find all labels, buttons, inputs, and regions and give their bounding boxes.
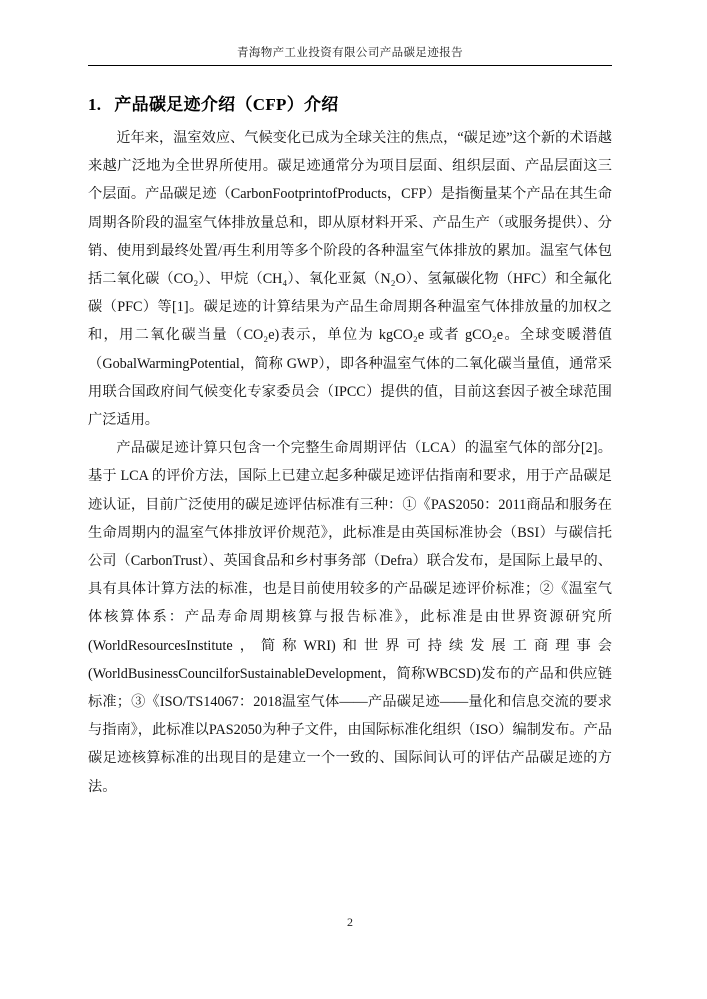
header-divider [88,65,612,66]
section-title: 产品碳足迹介绍（CFP）介绍 [114,95,339,114]
page-content [88,0,612,999]
section-body [88,124,612,801]
page-number: 2 [347,915,353,929]
paragraph-2: 产品碳足迹计算只包含一个完整生命周期评估（LCA）的温室气体的部分[2]。基于 LCA 的评价方法，国际上已建立起多种碳足迹评估指南和要求，用于产品碳足迹认证，目前广泛使用的碳足迹评估标准有三种：①《PAS2050：2011商品和服务在生命周期内的温室气体排放评价规范》，此标准是由英国标准协会（BSI）与碳信托公司（CarbonTrust）、英国食品和乡村事务部（Defra）联合发布，是国际上最早的、具有具体计算方法的标准，也是目前使用较多的产品碳足迹评价标准；②《温室气体核算体系：产品寿命周期核算与报告标准》，此标准是由世界资源研究所(WorldResourcesInstitute，简称WRI)和世界可持续发展工商理事会(WorldBusinessCouncilforSustainableDevelopment，简称WBCSD)发布的产品和供应链标准；③《ISO/TS14067：2018温室气体——产品碳足迹——量化和信息交流的要求与指南》，此标准以PAS2050为种子文件，由国际标准化组织（ISO）编制发布。产品碳足迹核算标准的出现目的是建立一个一致的、国际间认可的评估产品碳足迹的方法。 [88,440,612,795]
page-header: 青海物产工业投资有限公司产品碳足迹报告 [236,47,464,59]
section-heading [88,90,612,115]
paragraph-1: 近年来，温室效应、气候变化已成为全球关注的焦点，“碳足迹”这个新的术语越来越广泛地为全世界所使用。碳足迹通常分为项目层面、组织层面、产品层面这三个层面。产品碳足迹（CarbonFootprintofProducts，CFP）是指衡量某个产品在其生命周期各阶段的温室气体排放量总和，即从原材料开采、产品生产（或服务提供）、分销、使用到最终处置/再生利用等多个阶段的各种温室气体排放的累加。温室气体包括二氧化碳（CO₂）、甲烷（CH₄）、氧化亚氮（N₂O）、氢氟碳化物（HFC）和全氟化碳（PFC）等[1]。碳足迹的计算结果为产品生命周期各种温室气体排放量的加权之和，用二氧化碳当量（CO₂e)表示，单位为 kgCO₂e 或者 gCO₂e。全球变暖潜值（GobalWarmingPotential，简称 GWP），即各种温室气体的二氧化碳当量值，通常采用联合国政府间气候变化专家委员会（IPCC）提供的值，目前这套因子被全球范围广泛适用。 [88,130,612,429]
section-number: 1. [88,95,102,114]
